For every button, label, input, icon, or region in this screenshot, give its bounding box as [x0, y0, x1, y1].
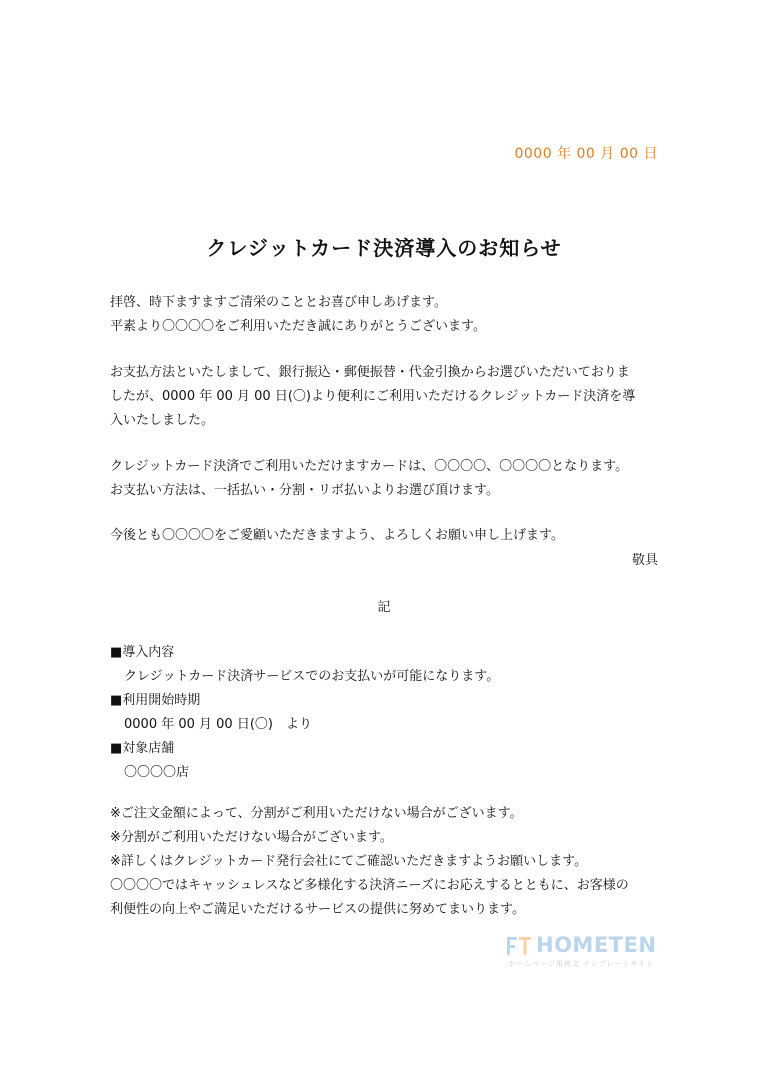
- payment-method-paragraph: [110, 361, 660, 433]
- closing-word: 敬具: [631, 553, 658, 568]
- paragraph-line: 今後とも〇〇〇〇をご愛顧いただきますよう、よろしくお願い申し上げます。: [110, 528, 564, 543]
- start-value: 0000 年 00 月 00 日(〇) より: [124, 717, 312, 732]
- store-heading: ■対象店舗: [110, 741, 175, 756]
- paragraph-line: お支払い方法は、一括払い・分割・リボ払いよりお選び頂けます。: [110, 483, 499, 498]
- note-line: ※詳しくはクレジットカード発行会社にてご確認いただきますようお願いします。: [110, 854, 588, 869]
- hometen-logo: [506, 933, 656, 973]
- paragraph-line: したが、0000 年 00 月 00 日(〇)より便利にご利用いただけるクレジットカード決済を導: [110, 389, 636, 404]
- note-line: 利便性の向上やご満足いただけるサービスの提供に努めてまいります。: [110, 902, 525, 917]
- note-line: ※分割がご利用いただけない場合がございます。: [110, 830, 393, 845]
- paragraph-line: 入いたしました。: [110, 413, 215, 428]
- start-heading: ■利用開始時期: [110, 693, 201, 708]
- greeting-paragraph: [110, 291, 660, 339]
- note-line: 〇〇〇〇ではキャッシュレスなど多様化する決済ニーズにお応えするとともに、お客様の: [110, 878, 629, 893]
- content-heading: ■導入内容: [110, 645, 175, 660]
- paragraph-line: お支払方法といたしまして、銀行振込・郵便振替・代金引換からお選びいただいておりま: [110, 365, 630, 380]
- notes-section: [110, 802, 670, 922]
- logo-subtitle: ホームページ用例文 テンプレートサイト: [508, 960, 654, 968]
- note-line: ※ご注文金額によって、分割がご利用いただけない場合がございます。: [110, 806, 523, 821]
- card-info-paragraph: [110, 455, 660, 503]
- logo-text: HOMETEN: [536, 933, 657, 957]
- logo-mark-icon: [506, 935, 532, 957]
- document-title: クレジットカード決済導入のお知らせ: [206, 236, 562, 260]
- ki-heading: 記: [377, 600, 391, 615]
- paragraph-line: クレジットカード決済でご利用いただけますカードは、〇〇〇〇、〇〇〇〇となります。: [110, 459, 629, 474]
- details-section: [110, 641, 660, 785]
- greeting-line: 拝啓、時下ますますご清栄のこととお喜び申しあげます。: [110, 295, 447, 310]
- store-value: 〇〇〇〇店: [124, 765, 190, 780]
- greeting-line: 平素より〇〇〇〇をご利用いただき誠にありがとうございます。: [110, 319, 486, 334]
- closing-paragraph: [110, 524, 660, 548]
- content-value: クレジットカード決済サービスでのお支払いが可能になります。: [124, 669, 500, 684]
- document-date: 0000 年 00 月 00 日: [514, 146, 658, 162]
